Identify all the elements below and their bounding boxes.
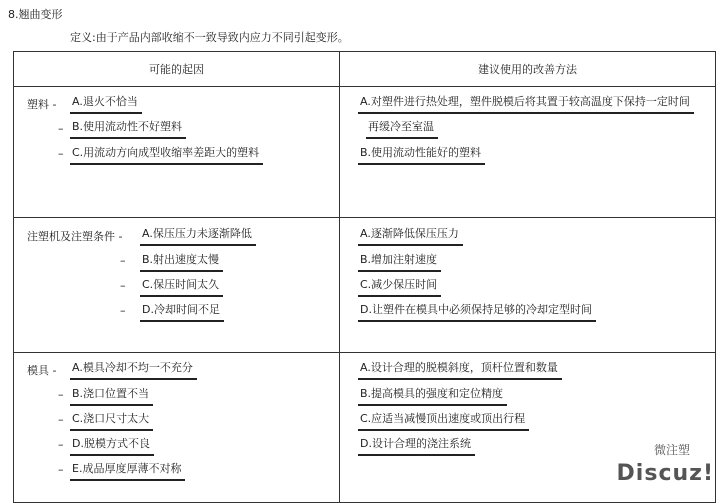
cause-item: A.保压压力未逐渐降低 bbox=[140, 225, 256, 244]
watermark bbox=[617, 461, 714, 486]
dash: – bbox=[120, 279, 126, 292]
row-plastic-causes bbox=[14, 87, 340, 218]
dash: – bbox=[120, 304, 126, 317]
definition-text: 定义:由于产品内部收缩不一致导致内应力不同引起变形。 bbox=[70, 31, 349, 44]
dash: – bbox=[58, 463, 64, 476]
remedy-item: D.让塑件在模具中必须保持足够的冷却定型时间 bbox=[358, 301, 596, 320]
row-label: 塑料 - bbox=[27, 98, 57, 111]
row-plastic-remedies bbox=[340, 87, 716, 218]
cause-item: A.退火不恰当 bbox=[70, 93, 142, 112]
remedy-item: A.对塑件进行热处理，塑件脱模后将其置于较高温度下保持一定时间 bbox=[358, 93, 694, 112]
section-title: 8.翘曲变形 bbox=[8, 8, 63, 21]
cause-item: D.冷却时间不足 bbox=[140, 301, 224, 320]
remedy-item: D.设计合理的浇注系统 bbox=[358, 435, 475, 454]
cause-item: B.射出速度太慢 bbox=[140, 251, 223, 270]
cause-item: B.使用流动性不好塑料 bbox=[70, 118, 186, 137]
dash: – bbox=[58, 147, 64, 160]
remedy-item: B.增加注射速度 bbox=[358, 251, 441, 270]
cause-item: C.保压时间太久 bbox=[140, 276, 223, 295]
remedy-item: B.使用流动性能好的塑料 bbox=[358, 144, 485, 163]
dash: – bbox=[58, 388, 64, 401]
row-machine-remedies bbox=[340, 218, 716, 353]
row-label: 注塑机及注塑条件 - bbox=[27, 230, 123, 243]
watermark-text: Discuz! bbox=[616, 461, 714, 486]
header-causes: 可能的起因 bbox=[14, 52, 340, 87]
watermark-small-text: 微注塑 bbox=[653, 443, 690, 457]
cause-item: A.模具冷却不均一不充分 bbox=[70, 359, 197, 378]
remedy-item: C.减少保压时间 bbox=[358, 276, 441, 295]
remedy-item: B.提高模具的强度和定位精度 bbox=[358, 385, 507, 404]
cause-item: E.成品厚度厚薄不对称 bbox=[70, 460, 185, 479]
cause-item: C.浇口尺寸太大 bbox=[70, 410, 153, 429]
row-mold-causes bbox=[14, 353, 340, 503]
dash: – bbox=[120, 254, 126, 267]
header-remedies: 建议使用的改善方法 bbox=[340, 52, 716, 87]
cause-item: D.脱模方式不良 bbox=[70, 435, 154, 454]
dash: – bbox=[58, 438, 64, 451]
dash: – bbox=[58, 122, 64, 135]
cause-item: C.用流动方向成型收缩率差距大的塑料 bbox=[70, 144, 263, 163]
row-machine-causes bbox=[14, 218, 340, 353]
remedy-item: 再缓冷至室温 bbox=[366, 118, 438, 137]
cause-item: B.浇口位置不当 bbox=[70, 385, 153, 404]
remedy-item: A.设计合理的脱模斜度，顶杆位置和数量 bbox=[358, 359, 562, 378]
remedy-item: C.应适当减慢顶出速度或顶出行程 bbox=[358, 410, 529, 429]
remedy-item: A.逐渐降低保压压力 bbox=[358, 225, 463, 244]
warpage-table bbox=[13, 51, 716, 503]
dash: – bbox=[58, 413, 64, 426]
row-label: 模具 - bbox=[27, 364, 57, 377]
